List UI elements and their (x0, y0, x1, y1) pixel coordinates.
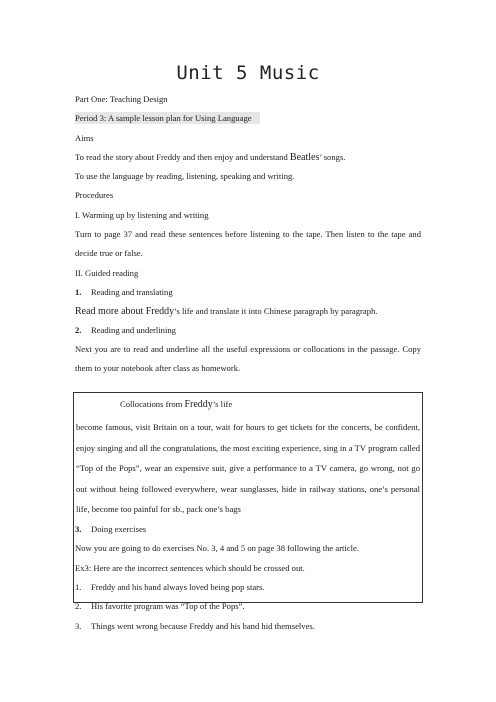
list-item (75, 601, 245, 612)
list-item-text: Freddy and his band always loved being pop stars. (91, 582, 265, 592)
page-title: Unit 5 Music (176, 62, 320, 84)
collocations-list: become famous, visit Britain on a tour, wait for hours to get tickets for the concerts, be confident, enjoy singing and all the congratulations, the most exciting experience, sing in a TV program called “Top of the Pops”, wear an expensive suit, give a performance to a TV camera, go wrong, not go out without being followed everywhere, wear sunglasses, hide in railway stations, one’s personal life, become too painful for sb., pack one’s bags (76, 422, 420, 515)
list-item (75, 621, 315, 632)
step-1-heading: I. Warming up by listening and writing (75, 210, 209, 220)
collocations-heading-pre: Collocations from (120, 399, 185, 409)
sub-step-2-label: Reading and underlining (91, 325, 176, 335)
list-item-number: 1. (75, 582, 82, 592)
sub-step-1-text (75, 306, 377, 317)
period-heading (75, 113, 260, 124)
aim-1 (75, 152, 345, 163)
sub-step-2-number: 2. (75, 325, 82, 335)
sub-step-1-number: 1. (75, 287, 82, 297)
step-2-heading: II. Guided reading (75, 268, 139, 278)
sub-step-3-text: Now you are going to do exercises No. 3, 4 and 5 on page 38 following the article. (75, 543, 360, 553)
aim-2: To use the language by reading, listening, speaking and writing. (75, 171, 295, 181)
sub-step-1-heading (75, 287, 173, 298)
sub-step-1-text-lead: Read more about Freddy (75, 306, 175, 317)
aims-heading: Aims (75, 133, 94, 143)
list-item (75, 582, 265, 593)
sub-step-2-heading (75, 325, 176, 336)
sub-step-3-label: Doing exercises (91, 524, 147, 534)
beatles-term: Beatles (289, 152, 320, 163)
step-1-text: Turn to page 37 and read these sentences before listening to the tape. Then listen to the tape and decide true or false. (75, 229, 421, 258)
sub-step-3-heading (75, 524, 146, 535)
sub-step-2-text: Next you are to read and underline all the useful expressions or collocations in the passage. Copy them to your notebook after class as homework. (75, 344, 421, 373)
ex3-intro: Ex3: Here are the incorrect sentences which should be crossed out. (75, 563, 305, 573)
list-item-text: His favorite program was “Top of the Pops”. (91, 601, 245, 611)
part-heading: Part One: Teaching Design (75, 94, 168, 104)
collocations-heading (120, 399, 232, 410)
collocations-heading-name: Freddy (184, 399, 213, 410)
list-item-number: 3. (75, 621, 82, 631)
aim-1-suffix: ’ songs. (319, 152, 346, 162)
sub-step-1-label: Reading and translating (91, 287, 173, 297)
period-highlight: Period 3: A sample lesson plan for Using Language (75, 112, 260, 124)
aim-1-text: To read the story about Freddy and then enjoy and understand (75, 152, 290, 162)
sub-step-3-number: 3. (75, 524, 82, 534)
collocations-heading-post: ’s life (212, 399, 233, 409)
sub-step-1-text-rest: ’s life and translate it into Chinese paragraph by paragraph. (174, 306, 378, 316)
list-item-text: Things went wrong because Freddy and his band hid themselves. (91, 621, 315, 631)
list-item-number: 2. (75, 601, 82, 611)
procedures-heading: Procedures (75, 190, 114, 200)
